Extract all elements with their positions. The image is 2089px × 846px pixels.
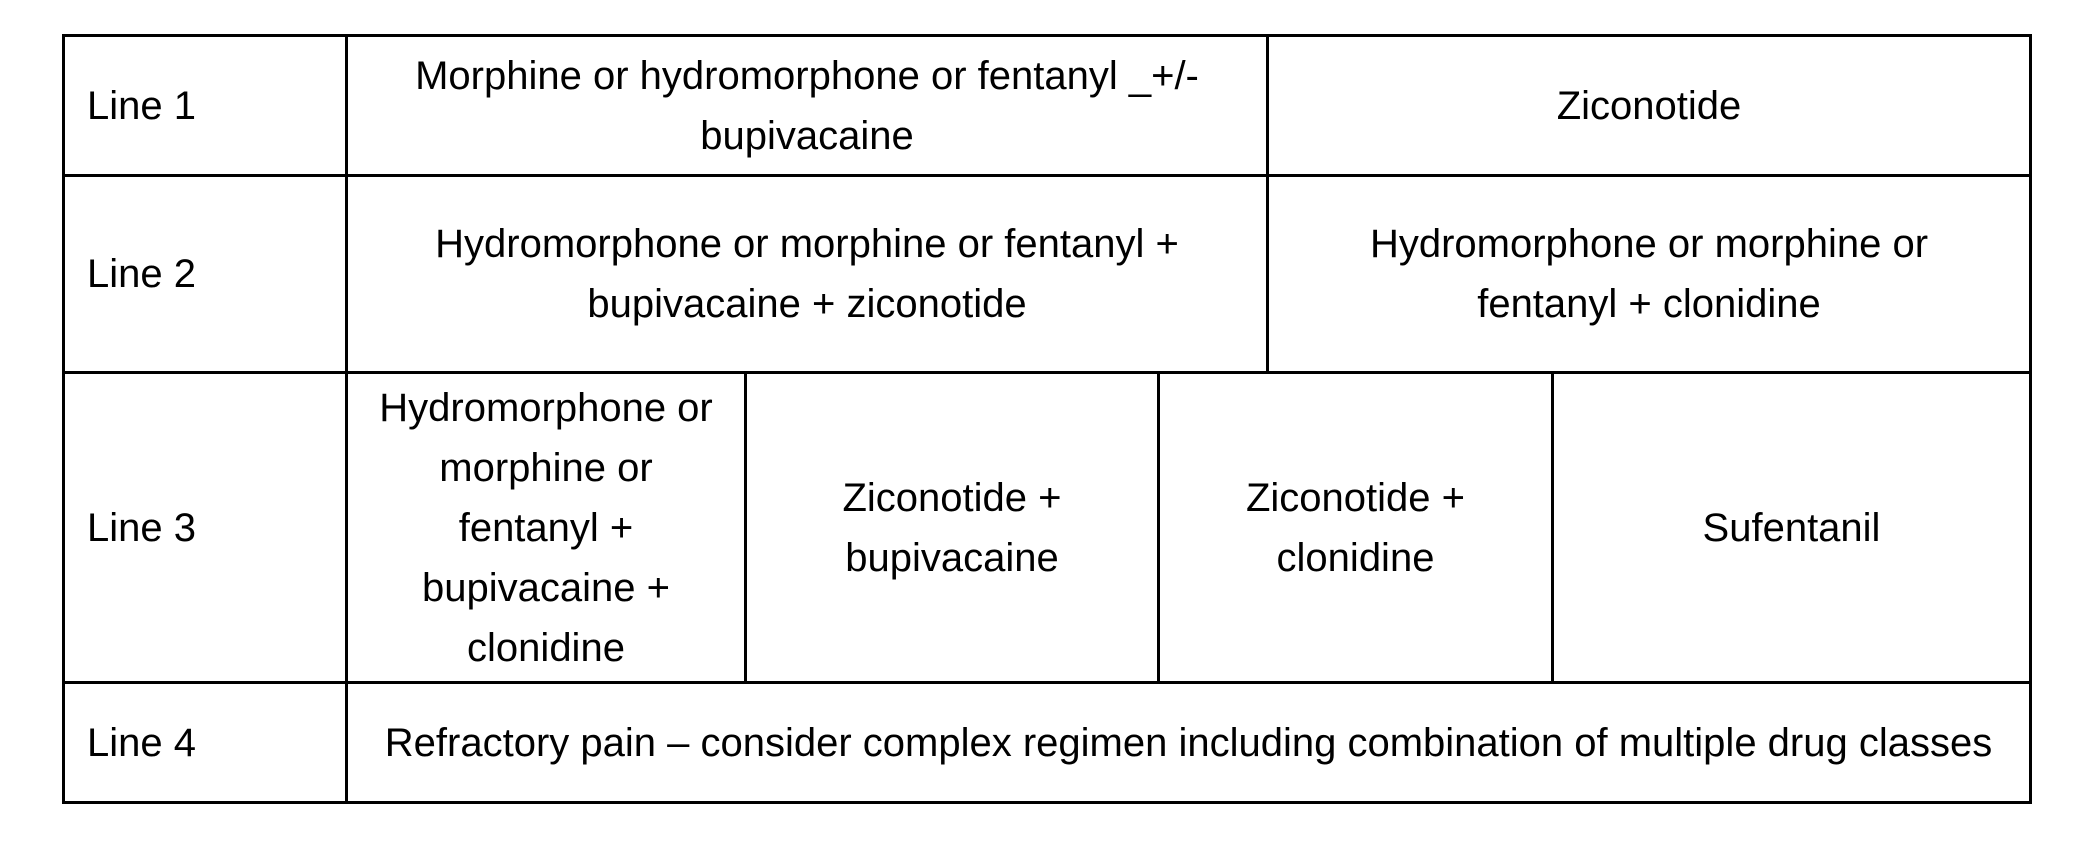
row-label	[65, 37, 345, 174]
drug-option-cell	[345, 374, 744, 681]
table-row-line-1	[65, 37, 2029, 174]
drug-option-cell	[345, 177, 1266, 371]
drug-option-text: Ziconotide + bupivacaine	[842, 475, 1062, 580]
drug-option-text: Ziconotide	[1556, 83, 1742, 128]
row-label	[65, 177, 345, 371]
row-label-text: Line 4	[87, 720, 196, 765]
drug-option-text: Hydromorphone or morphine or fentanyl + bupivacaine + clonidine	[379, 385, 713, 670]
drug-option-text: Hydromorphone or morphine or fentanyl + clonidine	[1369, 222, 1929, 326]
drug-option-cell	[744, 374, 1157, 681]
drug-option-text: Refractory pain – consider complex regimen including combination of multiple drug classes	[384, 720, 1993, 765]
drug-option-text: Ziconotide + clonidine	[1245, 475, 1466, 580]
drug-option-text: Hydromorphone or morphine or fentanyl + bupivacaine + ziconotide	[435, 222, 1179, 326]
table-row-line-2	[65, 174, 2029, 371]
drug-option-text: Morphine or hydromorphone or fentanyl _+/-bupivacaine	[415, 53, 1199, 158]
drug-option-cell	[1266, 37, 2029, 174]
drug-option-cell	[345, 684, 2029, 801]
table-row-line-3	[65, 371, 2029, 681]
drug-option-text: Sufentanil	[1702, 505, 1881, 550]
row-label-text: Line 2	[87, 252, 196, 296]
drug-option-cell	[1157, 374, 1551, 681]
drug-option-cell	[1266, 177, 2029, 371]
treatment-lines-table	[62, 34, 2032, 804]
row-label-text: Line 1	[87, 83, 196, 128]
table-row-line-4	[65, 681, 2029, 801]
row-label	[65, 684, 345, 801]
row-label-text: Line 3	[87, 505, 196, 550]
drug-option-cell	[1551, 374, 2029, 681]
row-label	[65, 374, 345, 681]
drug-option-cell	[345, 37, 1266, 174]
